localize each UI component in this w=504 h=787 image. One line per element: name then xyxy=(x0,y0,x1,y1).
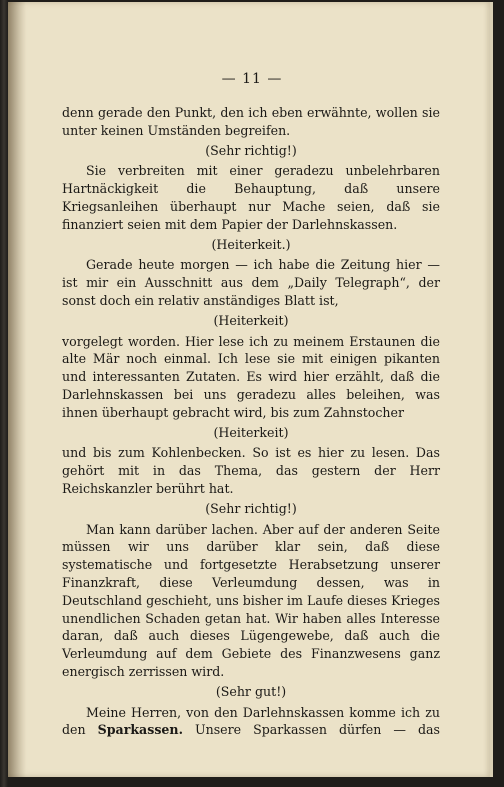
page-number: — 11 — xyxy=(221,71,283,87)
body-text xyxy=(62,104,440,739)
final-tail-text: Unsere Sparkassen dürfen — das xyxy=(182,722,440,738)
final-bold-term: Sparkassen. xyxy=(97,722,183,738)
interjection-3: (Heiterkeit) xyxy=(213,312,289,328)
interjection-1: (Sehr richtig!) xyxy=(205,142,297,158)
paragraph-5: und bis zum Kohlenbecken. So ist es hier zu lesen. Das gehört mit in das Thema, das gestern der Herr Reichskanzler berührt hat. xyxy=(62,445,440,496)
paragraph-2: Sie verbreiten mit einer geradezu unbelehrbaren Hartnäckigkeit die Behauptung, daß unsere Kriegsanleihen überhaupt nur Mache seien, daß sie finanziert seien mit dem Papier der Darlehnskassen. xyxy=(62,163,440,232)
interjection-6: (Sehr gut!) xyxy=(215,683,287,699)
paragraph-final xyxy=(62,704,440,740)
interjection-2: (Heiterkeit.) xyxy=(211,236,291,252)
paragraph-1: denn gerade den Punkt, den ich eben erwähnte, wollen sie unter keinen Umständen begreifen. xyxy=(62,105,440,138)
interjection-4: (Heiterkeit) xyxy=(213,424,289,440)
interjection-5: (Sehr richtig!) xyxy=(205,500,297,516)
page-gutter-shadow xyxy=(8,2,26,777)
paragraph-3: Gerade heute morgen — ich habe die Zeitung hier — ist mir ein Ausschnitt aus dem „Daily Telegraph“, der sonst doch ein relativ anständiges Blatt ist, xyxy=(62,257,440,308)
final-lead-text: Meine Herren, von den Darlehnskassen komme ich zu den xyxy=(62,704,440,738)
paragraph-6: Man kann darüber lachen. Aber auf der anderen Seite müssen wir uns darüber klar sein, daß diese systematische und fortgesetzte Herabsetzung unserer Finanzkraft, diese Verleumdung dessen, was in Deutschland geschieht, uns bisher im Laufe dieses Krieges unendlichen Schaden getan hat. Wir haben alles Interesse daran, daß auch dieses Lügengewebe, daß auch die Verleumdung auf dem Gebiete des Finanzwesens ganz energisch zerrissen wird. xyxy=(62,521,440,679)
paragraph-4: vorgelegt worden. Hier lese ich zu meinem Erstaunen die alte Mär noch einmal. Ich lese sie mit einigen pikanten und interessanten Zutaten. Es wird hier erzählt, daß die Darlehnskassen bei uns geradezu alles beleihen, was ihnen überhaupt gebracht wird, bis zum Zahnstocher xyxy=(62,333,440,420)
